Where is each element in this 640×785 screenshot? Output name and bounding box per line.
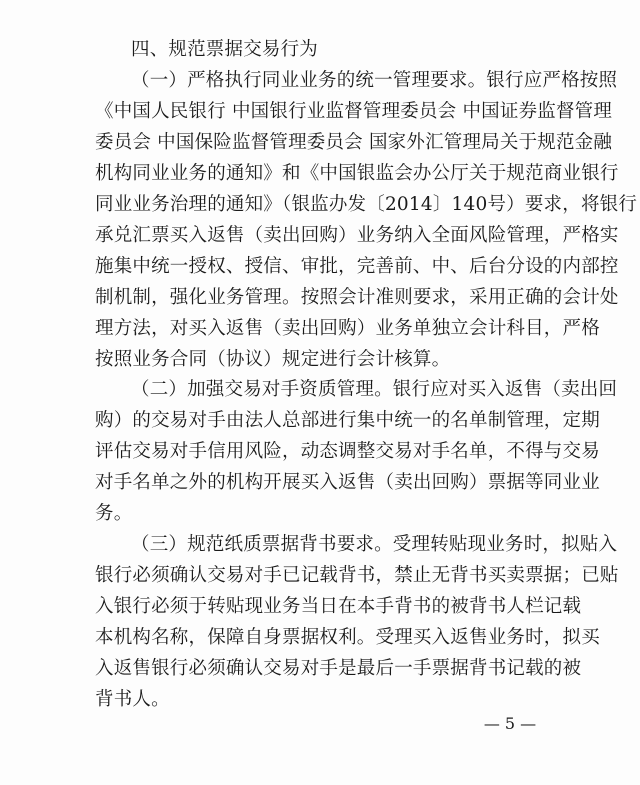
paragraph-2-line: 购）的交易对手由法人总部进行集中统一的名单制管理，定期 <box>95 410 600 432</box>
paragraph-3-line: 本机构名称，保障自身票据权利。受理买入返售业务时，拟买 <box>95 627 600 649</box>
paragraph-3-line: 背书人。 <box>95 689 170 710</box>
paragraph-3-line: （三）规范纸质票据背书要求。受理转贴现业务时，拟贴入 <box>131 534 618 556</box>
paragraph-1-line: 施集中统一授权、授信、审批，完善前、中、后台分设的内部控 <box>95 255 619 277</box>
paragraph-1-line: 理方法，对买入返售（卖出回购）业务单独立会计科目，严格 <box>95 317 600 339</box>
paragraph-1-line: 同业业务治理的通知》（银监办发〔2014〕140号）要求，将银行 <box>95 193 638 215</box>
paragraph-1-line: 承兑汇票买入返售（卖出回购）业务纳入全面风险管理，严格实 <box>95 224 619 246</box>
page-number: — 5 — <box>483 714 537 733</box>
paragraph-1-line: 机构同业业务的通知》和《中国银监会办公厅关于规范商业银行 <box>95 162 619 184</box>
paragraph-1-line: 委员会 中国保险监督管理委员会 国家外汇管理局关于规范金融 <box>95 131 613 153</box>
paragraph-3-line: 入银行必须于转贴现业务当日在本手背书的被背书人栏记载 <box>95 596 582 618</box>
paragraph-2-line: 对手名单之外的机构开展买入返售（卖出回购）票据等同业业 <box>95 472 600 494</box>
paragraph-3-line: 银行必须确认交易对手已记载背书，禁止无背书买卖票据；已贴 <box>95 565 619 587</box>
paragraph-1-line: （一）严格执行同业业务的统一管理要求。银行应严格按照 <box>131 69 618 91</box>
paragraph-3-line: 入返售银行必须确认交易对手是最后一手票据背书记载的被 <box>95 658 582 680</box>
paragraph-2-line: （二）加强交易对手资质管理。银行应对买入返售（卖出回 <box>131 379 618 401</box>
section-heading: 四、规范票据交易行为 <box>131 39 319 60</box>
paragraph-2-line: 务。 <box>95 503 133 525</box>
paragraph-1-line: 按照业务合同（协议）规定进行会计核算。 <box>95 348 451 370</box>
paragraph-1-line: 制机制，强化业务管理。按照会计准则要求，采用正确的会计处 <box>95 286 619 308</box>
paragraph-1-line: 《中国人民银行 中国银行业监督管理委员会 中国证券监督管理 <box>95 100 613 122</box>
paragraph-2-line: 评估交易对手信用风险，动态调整交易对手名单，不得与交易 <box>95 441 600 463</box>
